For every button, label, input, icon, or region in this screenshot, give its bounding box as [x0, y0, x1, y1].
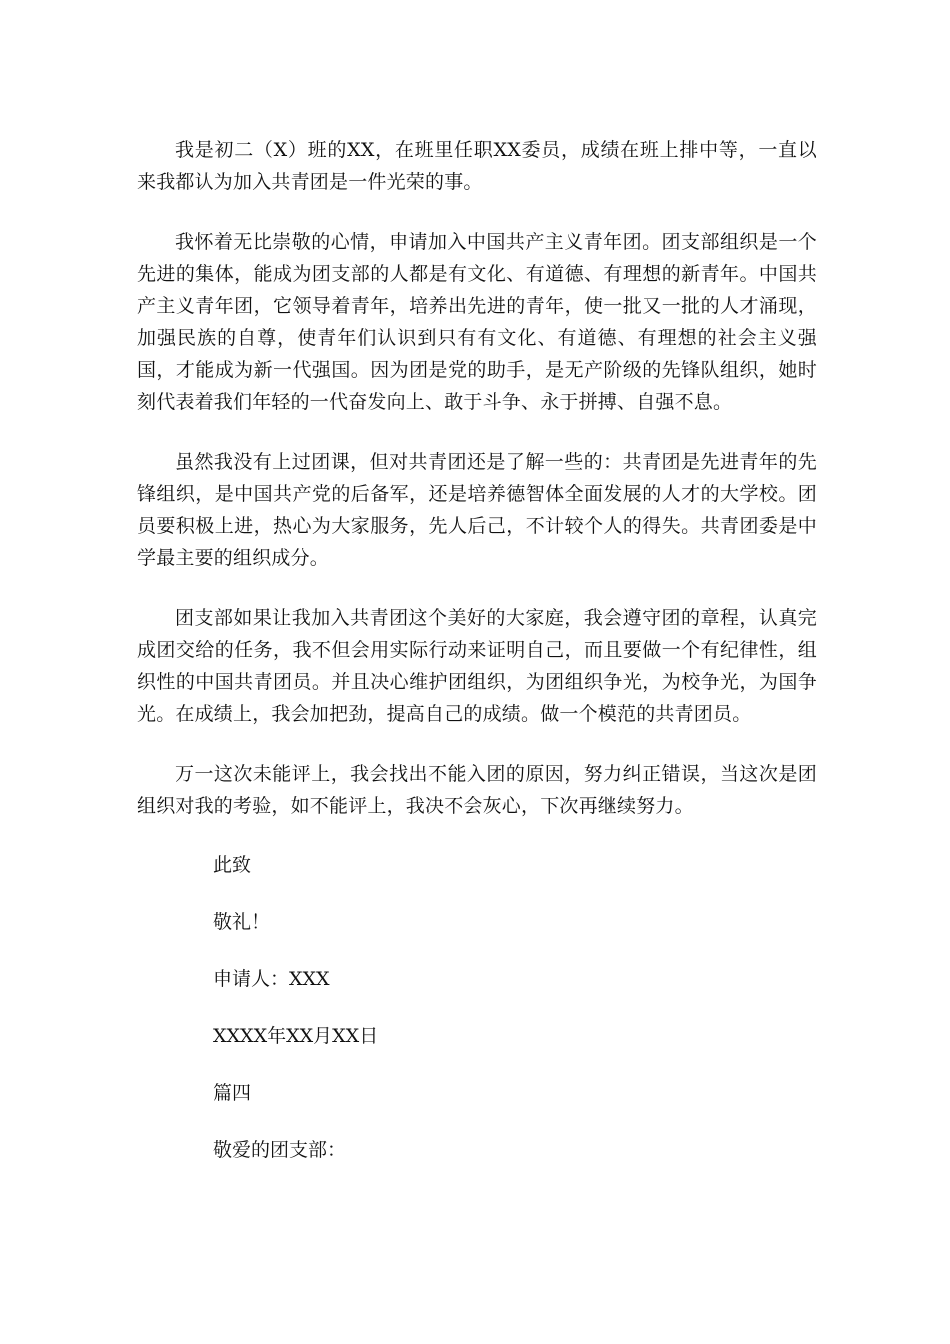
paragraph-commitment: 团支部如果让我加入共青团这个美好的大家庭，我会遵守团的章程，认真完成团交给的任务，我不但会用实际行动来证明自己，而且要做一个有纪律性，组织性的中国共青团员。并且决心维护团组织，为团组织争光，为校争光，为国争光。在成绩上，我会加把劲，提高自己的成绩。做一个模范的共青团员。: [137, 607, 817, 725]
paragraph-contingency: 万一这次未能评上，我会找出不能入团的原因，努力纠正错误，当这次是团组织对我的考验，如不能评上，我决不会灰心，下次再继续努力。: [137, 763, 817, 817]
document-page: [137, 134, 817, 1192]
closing-line: 此致: [213, 854, 252, 876]
applicant-line: 申请人：XXX: [213, 968, 330, 990]
date-line: XXXX年XX月XX日: [213, 1025, 379, 1047]
paragraph-intro: 我是初二（X）班的XX，在班里任职XX委员，成绩在班上排中等，一直以来我都认为加入共青团是一件光荣的事。: [137, 139, 817, 193]
paragraph-understanding: 虽然我没有上过团课，但对共青团还是了解一些的：共青团是先进青年的先锋组织，是中国共产党的后备军，还是培养德智体全面发展的人才的大学校。团员要积极上进，热心为大家服务，先人后己，不计较个人的得失。共青团委是中学最主要的组织成分。: [137, 451, 817, 569]
section-heading: 篇四: [213, 1082, 252, 1104]
paragraph-motivation: 我怀着无比崇敬的心情，申请加入中国共产主义青年团。团支部组织是一个先进的集体，能成为团支部的人都是有文化、有道德、有理想的新青年。中国共产主义青年团，它领导着青年，培养出先进的青年，使一批又一批的人才涌现，加强民族的自尊，使青年们认识到只有有文化、有道德、有理想的社会主义强国，才能成为新一代强国。因为团是党的助手，是无产阶级的先锋队组织，她时刻代表着我们年轻的一代奋发向上、敢于斗争、永于拼搏、自强不息。: [137, 231, 817, 413]
greeting-line: 敬爱的团支部：: [213, 1139, 347, 1161]
salute-line: 敬礼！: [213, 911, 271, 933]
